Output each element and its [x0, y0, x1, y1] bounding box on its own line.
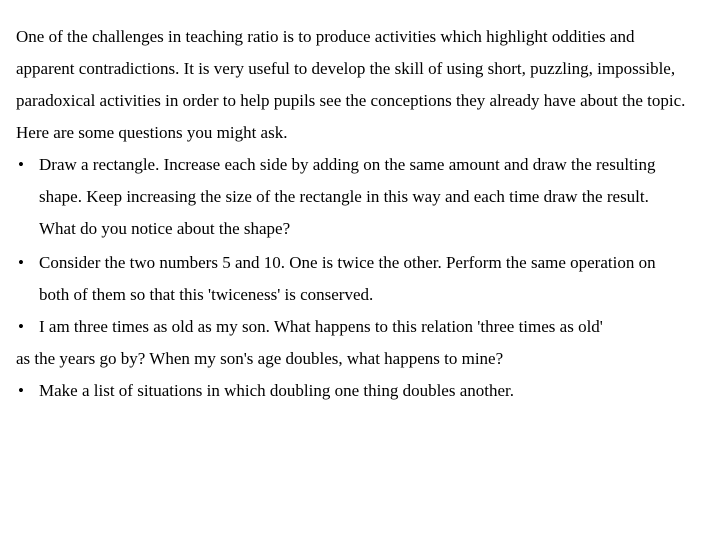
question-1-line-1: Draw a rectangle. Increase each side by adding on the same amount and draw the resulting [39, 155, 656, 174]
question-1-line-2: shape. Keep increasing the size of the rectangle in this way and each time draw the result. [39, 187, 649, 206]
bullet-1: • [18, 155, 24, 174]
bullet-2: • [18, 253, 24, 272]
intro-line-4: Here are some questions you might ask. [16, 123, 288, 142]
question-3-line-2: as the years go by? When my son's age doubles, what happens to mine? [16, 349, 504, 368]
bullet-3: • [18, 317, 24, 336]
intro-line-3: paradoxical activities in order to help pupils see the conceptions they already have about the topic. [16, 91, 686, 110]
question-2-line-1: Consider the two numbers 5 and 10. One is twice the other. Perform the same operation on [39, 253, 656, 272]
question-4-line-1: Make a list of situations in which doubling one thing doubles another. [39, 381, 514, 400]
intro-line-2: apparent contradictions. It is very useful to develop the skill of using short, puzzling, impossible, [16, 59, 676, 78]
question-3-line-1: I am three times as old as my son. What happens to this relation 'three times as old' [39, 317, 603, 336]
intro-line-1: One of the challenges in teaching ratio is to produce activities which highlight oddities and [16, 27, 635, 46]
question-2-line-2: both of them so that this 'twiceness' is conserved. [39, 285, 374, 304]
bullet-4: • [18, 381, 24, 400]
question-1-line-3: What do you notice about the shape? [39, 219, 291, 238]
